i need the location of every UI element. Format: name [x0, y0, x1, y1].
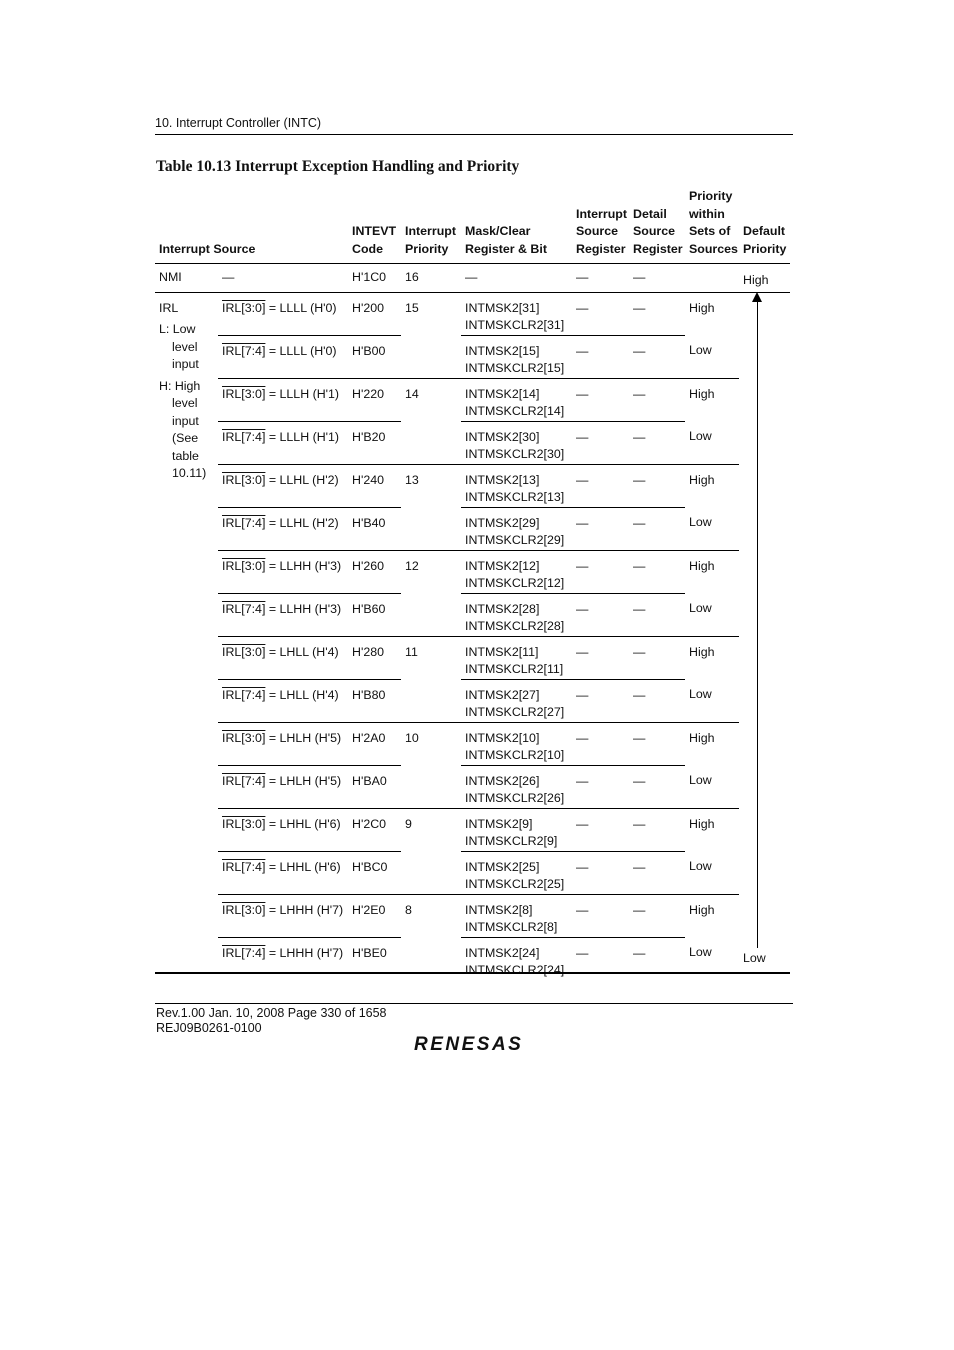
table-row	[155, 894, 790, 937]
cell-irl-signal: IRL[3:0] = LLLL (H'0)	[222, 300, 337, 315]
cell-irl-signal: IRL[3:0] = LLHL (H'2)	[218, 464, 348, 507]
footer-revision: Rev.1.00 Jan. 10, 2008 Page 330 of 1658	[156, 1006, 387, 1020]
cell-code: H'B40	[348, 507, 401, 550]
cell-dsr: —	[633, 300, 646, 315]
cell-mask: —	[461, 264, 572, 293]
cell-within: High	[685, 808, 739, 851]
cell-within: High	[685, 464, 739, 507]
cell-isr: —	[572, 593, 629, 636]
cell-isr: —	[572, 722, 629, 765]
col-interrupt-source-register: Interrupt Source Register	[572, 188, 629, 264]
col-default-priority: Default Priority	[739, 188, 790, 264]
cell-priority: 14	[401, 378, 461, 464]
cell-dsr: —	[629, 378, 685, 421]
cell-isr: —	[572, 937, 629, 980]
cell-code: H'2E0	[348, 894, 401, 937]
cell-dsr: —	[629, 894, 685, 937]
cell-within: Low	[689, 687, 712, 701]
cell-code: H'260	[348, 550, 401, 593]
cell-priority: 10	[401, 722, 461, 808]
cell-priority: 16	[401, 264, 461, 293]
cell-irl-signal: IRL[7:4] = LLLL (H'0)	[218, 335, 348, 378]
cell-within: Low	[689, 429, 712, 443]
table-row	[155, 593, 790, 636]
table-row	[155, 507, 790, 550]
cell-mask: INTMSK2[13] INTMSKCLR2[13]	[461, 464, 572, 507]
table-bottom-rule	[155, 972, 790, 974]
cell-priority: 11	[401, 636, 461, 722]
cell-within: Low	[689, 515, 712, 529]
cell-default-priority	[739, 292, 790, 980]
cell-code: H'2A0	[348, 722, 401, 765]
cell-irl-signal: IRL[7:4] = LHHH (H'7)	[218, 937, 348, 980]
table-row	[155, 765, 790, 808]
cell-isr: —	[572, 421, 629, 464]
footer-rule	[155, 1003, 793, 1004]
cell-mask: INTMSK2[15] INTMSKCLR2[15]	[461, 335, 572, 378]
cell-irl-signal: IRL[7:4] = LLHH (H'3)	[218, 593, 348, 636]
cell-isr: —	[572, 808, 629, 851]
irl-source-description: IRL L: Low level input H: High level input (See table 10.11)	[159, 300, 207, 480]
cell-code: H'220	[348, 378, 401, 421]
cell-isr: —	[572, 264, 629, 293]
cell-isr: —	[572, 464, 629, 507]
cell-code: H'1C0	[348, 264, 401, 293]
cell-code: H'B80	[348, 679, 401, 722]
cell-mask: INTMSK2[28] INTMSKCLR2[28]	[461, 593, 572, 636]
cell-mask: INTMSK2[29] INTMSKCLR2[29]	[461, 507, 572, 550]
cell-irl-signal: IRL[7:4] = LLHL (H'2)	[218, 507, 348, 550]
cell-mask: INTMSK2[27] INTMSKCLR2[27]	[461, 679, 572, 722]
table-title: Table 10.13 Interrupt Exception Handling and Priority	[156, 158, 520, 175]
cell-priority: 13	[401, 464, 461, 550]
cell-code: H'BA0	[348, 765, 401, 808]
cell-dsr: —	[629, 636, 685, 679]
cell-within	[685, 264, 739, 293]
cell-irl-signal: IRL[3:0] = LHHL (H'6)	[218, 808, 348, 851]
cell-within: High	[689, 300, 715, 315]
cell-within: High	[685, 378, 739, 421]
cell-within: Low	[689, 945, 712, 959]
cell-isr: —	[572, 851, 629, 894]
col-mask-clear: Mask/Clear Register & Bit	[461, 188, 572, 264]
table-row	[155, 636, 790, 679]
cell-mask: INTMSK2[12] INTMSKCLR2[12]	[461, 550, 572, 593]
col-interrupt-priority: Interrupt Priority	[401, 188, 461, 264]
col-intevt-code: INTEVT Code	[348, 188, 401, 264]
cell-code: H'B00	[348, 335, 401, 378]
cell-code: H'B20	[348, 421, 401, 464]
cell-priority: 9	[401, 808, 461, 894]
cell-priority: 12	[401, 550, 461, 636]
running-header: 10. Interrupt Controller (INTC)	[155, 116, 322, 130]
cell-dsr: —	[629, 550, 685, 593]
cell-mask: INTMSK2[14] INTMSKCLR2[14]	[461, 378, 572, 421]
header-rule	[155, 134, 793, 135]
cell-mask: INTMSK2[26] INTMSKCLR2[26]	[461, 765, 572, 808]
table-row-nmi	[155, 264, 790, 293]
priority-arrow-line	[757, 300, 758, 948]
cell-mask: INTMSK2[10] INTMSKCLR2[10]	[461, 722, 572, 765]
cell-dsr: —	[629, 679, 685, 722]
cell-dsr: —	[629, 851, 685, 894]
cell-priority: 8	[401, 894, 461, 980]
table-row	[155, 722, 790, 765]
cell-isr: —	[576, 300, 589, 315]
cell-within: High	[685, 894, 739, 937]
table-row	[155, 808, 790, 851]
cell-code: H'2C0	[348, 808, 401, 851]
cell-mask: INTMSK2[24] INTMSKCLR2[24]	[461, 937, 572, 980]
table-row	[155, 679, 790, 722]
table-row	[155, 464, 790, 507]
cell-irl-signal: IRL[3:0] = LHHH (H'7)	[218, 894, 348, 937]
cell-irl-signal: IRL[7:4] = LHLL (H'4)	[218, 679, 348, 722]
default-priority-high: High	[743, 273, 769, 287]
cell-mask: INTMSK2[9] INTMSKCLR2[9]	[461, 808, 572, 851]
cell-detail: —	[218, 264, 348, 293]
cell-code: H'240	[348, 464, 401, 507]
table-row	[155, 292, 790, 335]
table-header-row	[155, 188, 790, 264]
cell-code: H'BE0	[348, 937, 401, 980]
cell-irl-signal: IRL[7:4] = LLLH (H'1)	[218, 421, 348, 464]
table-row	[155, 378, 790, 421]
interrupt-table	[155, 188, 790, 980]
cell-code: H'280	[348, 636, 401, 679]
cell-irl-signal: IRL[3:0] = LHLL (H'4)	[218, 636, 348, 679]
cell-mask: INTMSK2[8] INTMSKCLR2[8]	[461, 894, 572, 937]
cell-dsr: —	[629, 808, 685, 851]
cell-isr: —	[572, 378, 629, 421]
table-row	[155, 550, 790, 593]
default-priority-low: Low	[743, 951, 766, 965]
cell-isr: —	[572, 894, 629, 937]
cell-irl-signal: IRL[3:0] = LHLH (H'5)	[218, 722, 348, 765]
cell-code: H'B60	[348, 593, 401, 636]
col-priority-within: Priority within Sets of Sources	[685, 188, 739, 264]
col-interrupt-source: Interrupt Source	[155, 188, 348, 264]
cell-mask: INTMSK2[25] INTMSKCLR2[25]	[461, 851, 572, 894]
cell-dsr: —	[629, 464, 685, 507]
cell-mask: INTMSK2[31] INTMSKCLR2[31]	[465, 300, 565, 332]
cell-within: Low	[689, 601, 712, 615]
cell-irl-signal: IRL[7:4] = LHHL (H'6)	[218, 851, 348, 894]
col-detail-source-register: Detail Source Register	[629, 188, 685, 264]
cell-isr: —	[572, 550, 629, 593]
cell-code: H'BC0	[348, 851, 401, 894]
cell-within: Low	[689, 859, 712, 873]
cell-isr: —	[572, 679, 629, 722]
cell-isr: —	[572, 507, 629, 550]
cell-within: Low	[689, 773, 712, 787]
cell-dsr: —	[629, 937, 685, 980]
cell-dsr: —	[629, 765, 685, 808]
renesas-logo: RENESAS	[414, 1034, 524, 1055]
cell-source: NMI	[155, 264, 218, 293]
cell-isr: —	[572, 765, 629, 808]
cell-dsr: —	[629, 507, 685, 550]
cell-dsr: —	[629, 421, 685, 464]
cell-mask: INTMSK2[11] INTMSKCLR2[11]	[461, 636, 572, 679]
table-row	[155, 335, 790, 378]
cell-irl-signal: IRL[7:4] = LHLH (H'5)	[218, 765, 348, 808]
cell-isr: —	[572, 335, 629, 378]
cell-within: Low	[689, 343, 712, 357]
cell-isr: —	[572, 636, 629, 679]
table-row	[155, 421, 790, 464]
cell-dsr: —	[629, 264, 685, 293]
table-row	[155, 851, 790, 894]
cell-dsr: —	[629, 722, 685, 765]
cell-irl-signal: IRL[3:0] = LLHH (H'3)	[218, 550, 348, 593]
cell-irl-signal: IRL[3:0] = LLLH (H'1)	[218, 378, 348, 421]
footer-doc-number: REJ09B0261-0100	[156, 1021, 262, 1035]
cell-within: High	[685, 550, 739, 593]
cell-priority: 15	[405, 300, 419, 315]
cell-dsr: —	[629, 593, 685, 636]
cell-code: H'200	[352, 300, 385, 315]
cell-mask: INTMSK2[30] INTMSKCLR2[30]	[461, 421, 572, 464]
cell-within: High	[685, 636, 739, 679]
cell-within: High	[685, 722, 739, 765]
cell-dsr: —	[629, 335, 685, 378]
